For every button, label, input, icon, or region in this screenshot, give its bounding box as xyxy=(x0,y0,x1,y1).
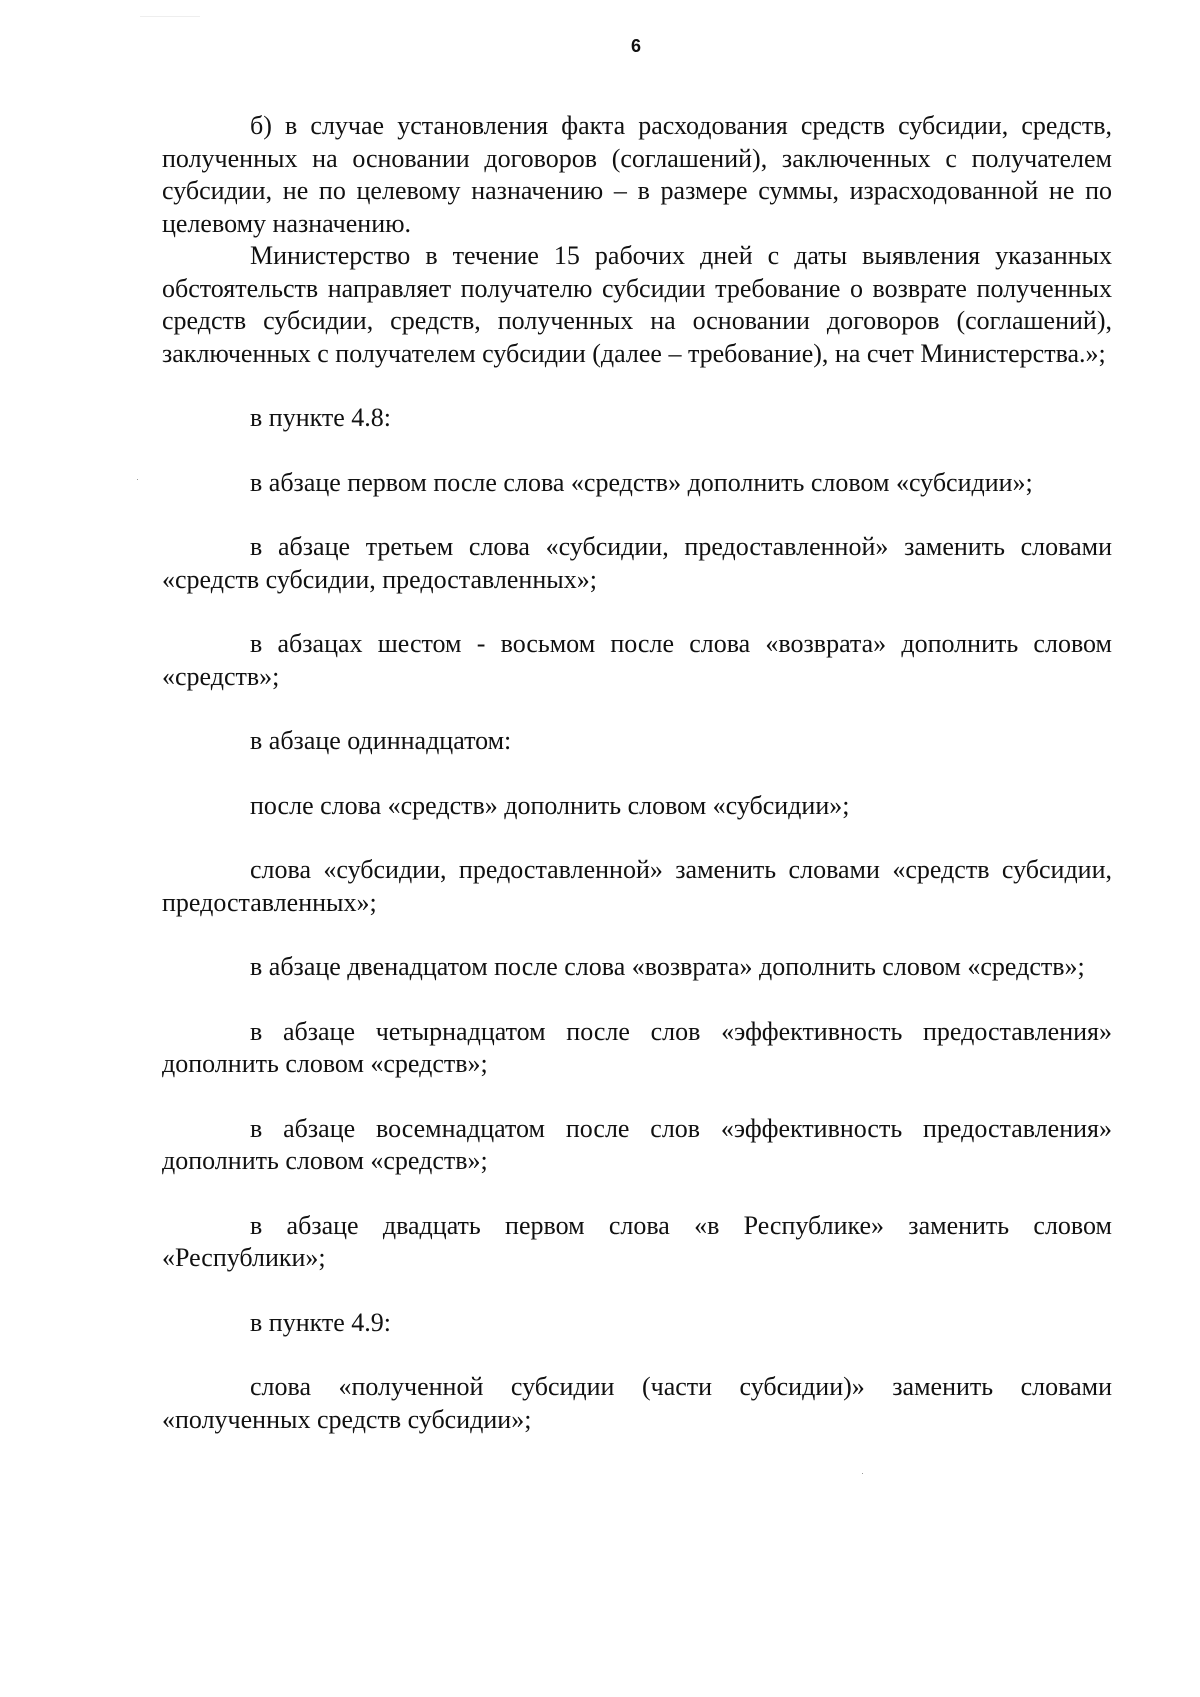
paragraph-14: в пункте 4.9: xyxy=(250,1307,392,1337)
paragraph-3: в пункте 4.8: xyxy=(250,403,392,432)
paragraph-15: слова «полученной субсидии (части субсидии)» заменить словами «полученных средств субсидии»; xyxy=(162,1372,1112,1434)
paragraph-8: после слова «средств» дополнить словом «субсидии»; xyxy=(250,790,850,820)
page-number: 6 xyxy=(630,36,641,56)
paragraph-7: в абзаце одиннадцатом: xyxy=(250,726,512,755)
paragraph-11: в абзаце четырнадцатом после слов «эффективность предоставления» дополнить словом «средств»; xyxy=(162,1016,1112,1078)
paragraph-2: Министерство в течение 15 рабочих дней с даты выявления указанных обстоятельств направляет получателю субсидии требование о возврате полученных средств субсидии, средств, полученных на основании договоров (соглашений), заключенных с получателем субсидии (далее – требование), на счет Министерства.»; xyxy=(162,241,1112,368)
scan-speck xyxy=(137,479,138,480)
paragraph-9: слова «субсидии, предоставленной» заменить словами «средств субсидии, предоставленных»; xyxy=(162,855,1112,917)
document-body xyxy=(162,110,1112,1436)
paragraph-1: б) в случае установления факта расходования средств субсидии, средств, полученных на основании договоров (соглашений), заключенных с получателем субсидии, не по целевому назначению – в размере суммы, израсходованной не по целевому назначению. xyxy=(162,111,1112,238)
scan-speck xyxy=(862,1473,863,1474)
paragraph-10: в абзаце двенадцатом после слова «возврата» дополнить словом «средств»; xyxy=(250,952,1085,981)
paragraph-6: в абзацах шестом - восьмом после слова «возврата» дополнить словом «средств»; xyxy=(162,629,1112,691)
paragraph-12: в абзаце восемнадцатом после слов «эффективность предоставления» дополнить словом «средств»; xyxy=(162,1113,1112,1175)
paragraph-13: в абзаце двадцать первом слова «в Республике» заменить словом «Республики»; xyxy=(162,1210,1112,1272)
paragraph-5: в абзаце третьем слова «субсидии, предоставленной» заменить словами «средств субсидии, предоставленных»; xyxy=(162,532,1112,594)
scan-speck xyxy=(140,16,200,17)
paragraph-4: в абзаце первом после слова «средств» дополнить словом «субсидии»; xyxy=(250,467,1033,497)
